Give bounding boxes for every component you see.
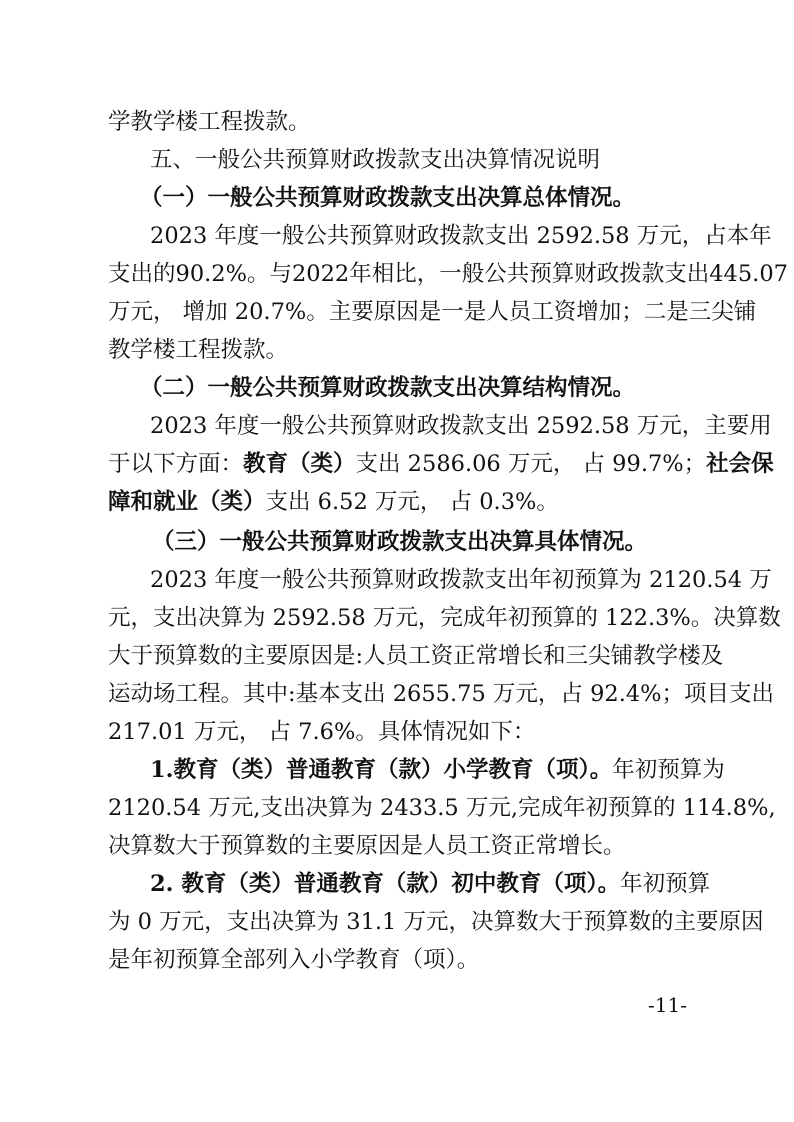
text-line xyxy=(0,907,794,937)
text-line xyxy=(0,717,794,747)
subsection-heading xyxy=(0,527,794,557)
subsection-heading xyxy=(0,183,794,213)
text-line xyxy=(0,221,794,251)
text-line xyxy=(0,679,794,709)
text-run: 2120.54 万元,支出决算为 2433.5 万元,完成年初预算的 114.8%, xyxy=(108,795,776,821)
subsection-heading-text: （一）一般公共预算财政拨款支出决算总体情况。 xyxy=(140,185,636,211)
text-line xyxy=(0,107,794,137)
section-heading xyxy=(0,145,794,175)
text-line xyxy=(0,793,794,823)
text-line xyxy=(0,831,794,861)
text-run: 于以下方面： xyxy=(108,451,244,477)
text-run: 万元， 增加 20.7%。主要原因是一是人员工资增加；二是三尖铺 xyxy=(108,299,757,325)
text-line xyxy=(0,411,794,441)
text-run: 大于预算数的主要原因是:人员工资正常增长和三尖铺教学楼及 xyxy=(108,643,724,669)
subsection-heading xyxy=(0,373,794,403)
text-run: 教学楼工程拨款。 xyxy=(108,337,289,363)
text-line xyxy=(0,487,794,517)
text-line xyxy=(0,945,794,975)
text-run: 2023 年度一般公共预算财政拨款支出 2592.58 万元，主要用 xyxy=(150,413,772,439)
page-number: -11- xyxy=(648,993,687,1017)
text-run: 学教学楼工程拨款。 xyxy=(108,109,311,135)
item-heading: 2. 教育（类）普通教育（款）初中教育（项）。 xyxy=(150,871,621,897)
text-run: 年初预算 xyxy=(620,871,711,897)
text-run: 支出的90.2%。与2022年相比，一般公共预算财政拨款支出445.07 xyxy=(108,261,788,287)
bold-term: 障和就业（类） xyxy=(108,489,266,515)
text-run: 支出 2586.06 万元， 占 99.7%； xyxy=(355,451,707,477)
text-line xyxy=(0,869,794,899)
text-line xyxy=(0,449,794,479)
text-line xyxy=(0,565,794,595)
text-run: 元，支出决算为 2592.58 万元，完成年初预算的 122.3%。决算数 xyxy=(108,605,781,631)
text-run: 是年初预算全部列入小学教育（项）。 xyxy=(108,947,480,973)
text-line xyxy=(0,259,794,289)
subsection-heading-text: （二）一般公共预算财政拨款支出决算结构情况。 xyxy=(140,375,636,401)
section-heading-text: 五、一般公共预算财政拨款支出决算情况说明 xyxy=(150,147,601,173)
text-run: 217.01 万元， 占 7.6%。具体情况如下： xyxy=(108,719,536,745)
text-run: 支出 6.52 万元， 占 0.3%。 xyxy=(265,489,559,515)
bold-term: 社会保 xyxy=(706,451,774,477)
text-line xyxy=(0,641,794,671)
text-run: 决算数大于预算数的主要原因是人员工资正常增长。 xyxy=(108,833,626,859)
text-run: 运动场工程。其中:基本支出 2655.75 万元，占 92.4%；项目支出 xyxy=(108,681,775,707)
text-line xyxy=(0,335,794,365)
text-line xyxy=(0,603,794,633)
text-run: 2023 年度一般公共预算财政拨款支出 2592.58 万元，占本年 xyxy=(150,223,772,249)
text-run: 年初预算为 xyxy=(612,757,725,783)
text-line xyxy=(0,755,794,785)
text-run: 2023 年度一般公共预算财政拨款支出年初预算为 2120.54 万 xyxy=(150,567,772,593)
text-run: 为 0 万元，支出决算为 31.1 万元，决算数大于预算数的主要原因 xyxy=(108,909,764,935)
bold-term: 教育（类） xyxy=(243,451,356,477)
text-line xyxy=(0,297,794,327)
subsection-heading-text: （三）一般公共预算财政拨款支出决算具体情况。 xyxy=(152,529,648,555)
item-heading: 1.教育（类）普通教育（款）小学教育（项）。 xyxy=(150,757,613,783)
